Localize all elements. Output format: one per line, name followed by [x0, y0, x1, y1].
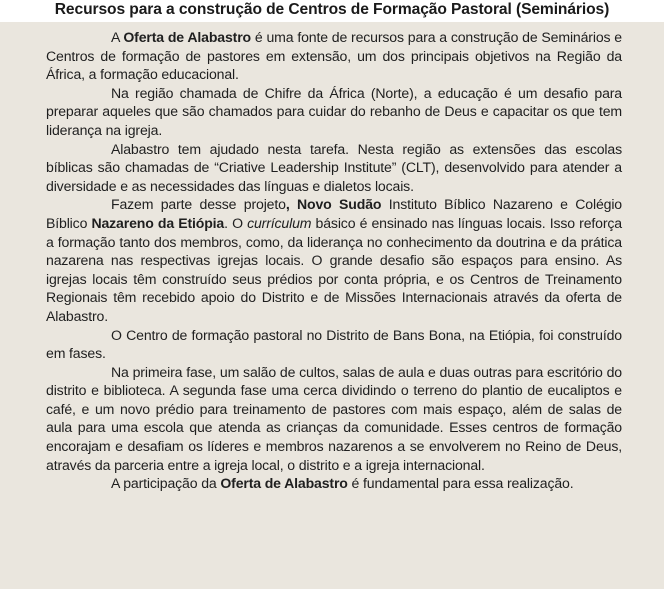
- paragraph-3: Alabastro tem ajudado nesta tarefa. Nesta região as extensões das escolas bíblicas são chamadas de “Criative Leadership Institute” (CLT), desenvolvido para atender a diversidade e as necessidades das línguas e dialetos locais.: [46, 140, 622, 194]
- page-title: Recursos para a construção de Centros de Formação Pastoral (Seminários): [0, 0, 664, 20]
- paragraph-2: Na região chamada de Chifre da África (Norte), a educação é um desafio para preparar aqueles que são chamados para cuidar do rebanho de Deus e capacitar os que tem liderança na igreja.: [46, 84, 622, 138]
- paragraph-5: O Centro de formação pastoral no Distrito de Bans Bona, na Etiópia, foi construído em fases.: [46, 326, 622, 362]
- paragraph-text: é uma fonte de recursos para a construção de Seminários e Centros de formação de pastores em extensão, um dos principais objetivos na Região da África, a formação educacional.: [46, 29, 622, 83]
- paragraph-text: Instituto Bíblico Nazareno e Colégio Bíblico: [46, 196, 622, 231]
- paragraph-1: [46, 28, 622, 84]
- paragraph-text: básico é ensinado nas línguas locais. Isso reforça a formação tanto dos membros, como, da liderança no conhecimento da doutrina e da prática nazarena nas respectivas igrejas locais. O grande desafio são espaços para ensino. As igrejas locais têm construído seus prédios por conta própria, e os Centros de Treinamento Regionais têm recebido apoio do Distrito e de Missões Internacionais através da oferta de Alabastro.: [46, 214, 622, 324]
- paragraph-6: Na primeira fase, um salão de cultos, salas de aula e duas outras para escritório do distrito e biblioteca. A segunda fase uma cerca dividindo o terreno do plantio de eucaliptos e café, e um novo prédio para treinamento de pastores com mais espaço, além de salas de aula para uma escola que atenda as crianças da comunidade. Esses centros de formação encorajam e desafiam os líderes e membros nazarenos a se envolverem no Reino de Deus, através da parceria entre a igreja local, o distrito e a igreja internacional.: [46, 363, 622, 473]
- paragraph-text: . O: [224, 214, 248, 231]
- paragraph-7: [46, 474, 622, 493]
- paragraph-text: Fazem parte desse projeto: [111, 196, 286, 213]
- bold-term: , Novo Sudão: [285, 196, 382, 213]
- article-body: [0, 22, 664, 589]
- paragraph-text: A participação da: [111, 475, 221, 492]
- paragraph-text: A: [111, 29, 124, 45]
- bold-term: Oferta de Alabastro: [123, 29, 252, 45]
- paragraph-text: é fundamental para essa realização.: [347, 475, 574, 492]
- paragraph-4: [46, 195, 622, 325]
- bold-term: Oferta de Alabastro: [220, 475, 348, 492]
- italic-term: currículum: [247, 214, 312, 231]
- bold-term: Nazareno da Etiópia: [91, 214, 225, 231]
